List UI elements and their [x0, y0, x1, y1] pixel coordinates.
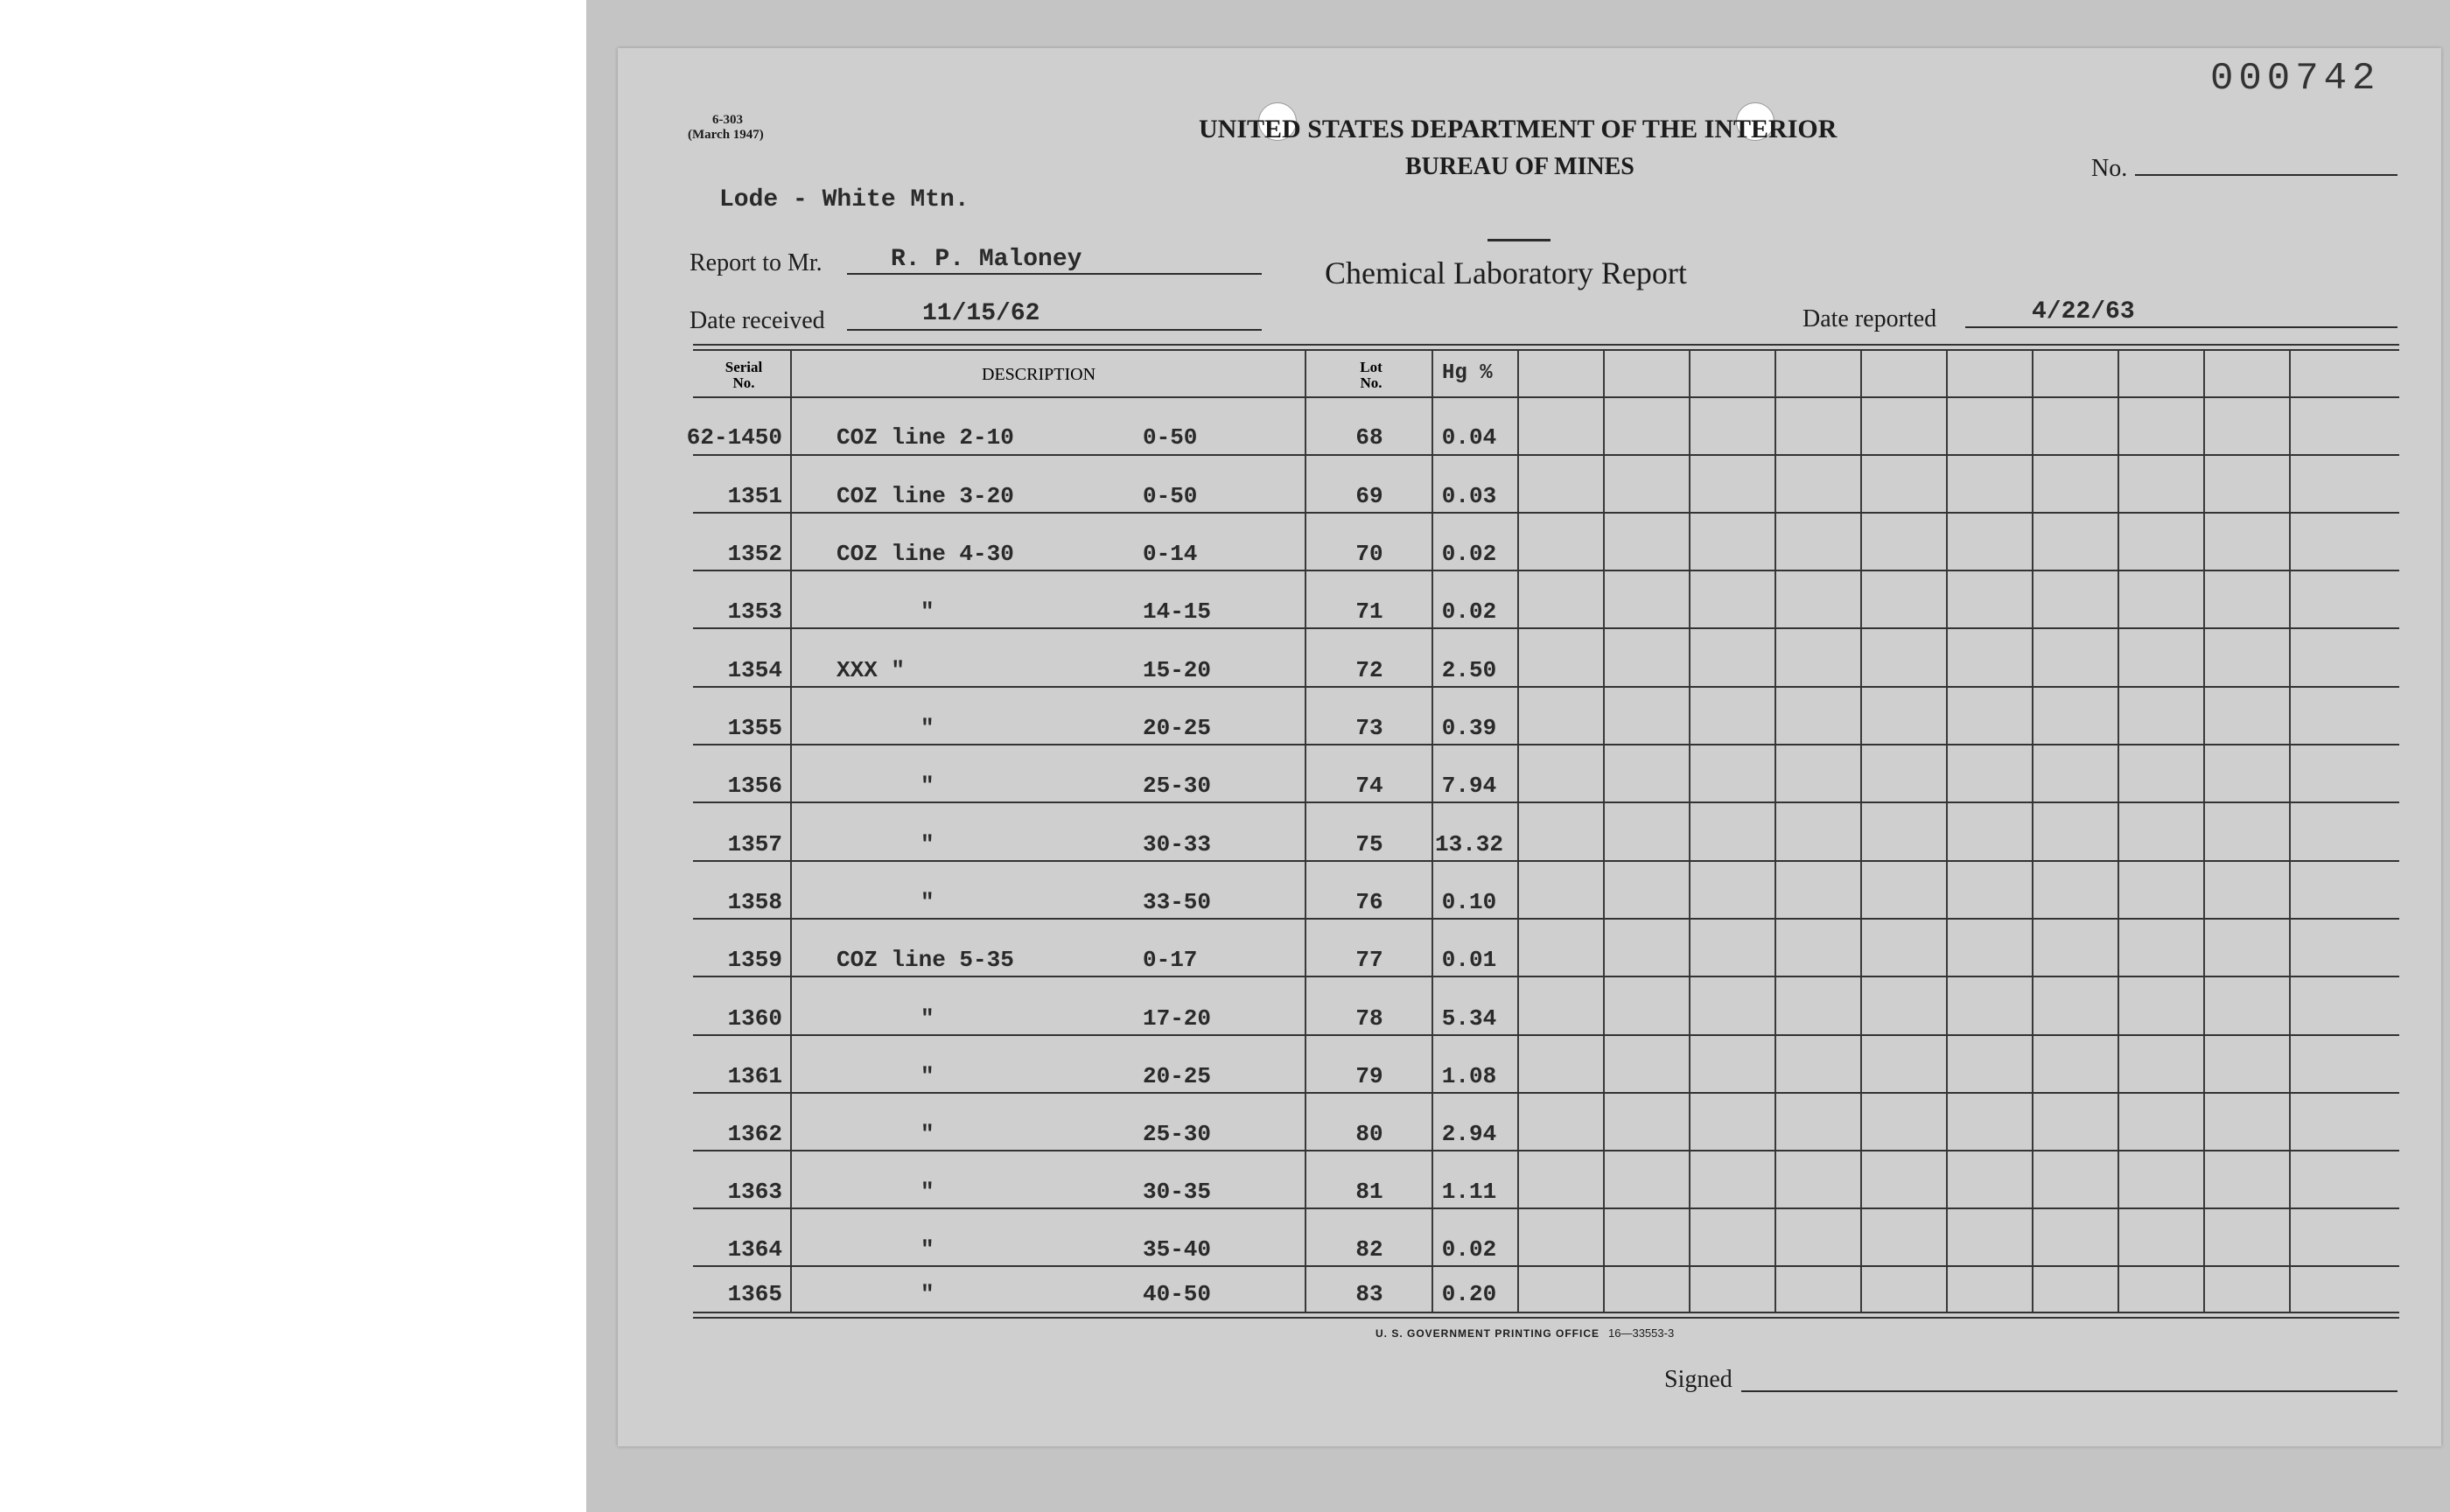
depth-range-cell: 0-50: [1143, 424, 1198, 451]
row-rule: [693, 918, 2399, 920]
hg-percent-cell: 1.08: [1441, 1063, 1497, 1089]
depth-range-cell: 20-25: [1143, 1063, 1212, 1089]
column-divider: [1774, 351, 1776, 1312]
lot-no-cell: 78: [1355, 1005, 1383, 1032]
lot-no-cell: 83: [1355, 1281, 1383, 1307]
hg-percent-cell: 1.11: [1441, 1179, 1497, 1205]
row-rule: [693, 744, 2399, 746]
hg-percent-cell: 0.10: [1441, 889, 1497, 915]
lot-no-cell: 77: [1355, 947, 1383, 973]
column-divider: [2203, 351, 2205, 1312]
description-cell: ": [920, 715, 934, 741]
serial-no-cell: 1364: [727, 1236, 782, 1263]
report-title: Chemical Laboratory Report: [1325, 256, 1687, 290]
column-divider: [2032, 351, 2034, 1312]
header-description: DESCRIPTION: [982, 365, 1096, 384]
form-date: (March 1947): [688, 128, 764, 142]
row-rule: [693, 454, 2399, 456]
description-cell: ": [920, 1005, 934, 1032]
depth-range-cell: 15-20: [1143, 657, 1212, 683]
hg-percent-cell: 0.03: [1441, 483, 1497, 509]
description-cell: ": [920, 889, 934, 915]
column-divider: [2289, 351, 2291, 1312]
document-number: 000742: [2210, 57, 2381, 101]
lot-no-cell: 74: [1355, 773, 1383, 799]
date-received-label: Date received: [690, 307, 825, 334]
serial-no-cell: 1361: [727, 1063, 782, 1089]
lot-no-cell: 68: [1355, 424, 1383, 451]
depth-range-cell: 0-14: [1143, 541, 1198, 567]
subject-line: Lode - White Mtn.: [719, 186, 970, 214]
depth-range-cell: 20-25: [1143, 715, 1212, 741]
header-serial-no: Serial No.: [724, 359, 763, 391]
hg-percent-cell: 7.94: [1441, 773, 1497, 799]
header-lot-no: Lot No.: [1360, 359, 1382, 391]
form-id: 6-303: [712, 113, 743, 127]
table-bottom-rule: [693, 1312, 2399, 1313]
row-rule: [693, 860, 2399, 862]
lot-no-cell: 80: [1355, 1121, 1383, 1147]
row-rule: [693, 627, 2399, 629]
hg-percent-cell: 2.50: [1441, 657, 1497, 683]
serial-no-cell: 1362: [727, 1121, 782, 1147]
column-divider: [1946, 351, 1948, 1312]
row-rule: [693, 802, 2399, 803]
department-title: UNITED STATES DEPARTMENT OF THE INTERIOR: [1199, 115, 1838, 144]
header-hg-percent: Hg %: [1442, 361, 1493, 385]
column-divider: [1517, 351, 1519, 1312]
column-divider: [1305, 351, 1306, 1312]
date-reported-value: 4/22/63: [2032, 298, 2135, 326]
description-cell: COZ line 2-10: [836, 424, 1014, 451]
hg-percent-cell: 0.39: [1441, 715, 1497, 741]
depth-range-cell: 0-17: [1143, 947, 1198, 973]
report-sheet: [618, 48, 2441, 1446]
description-cell: ": [920, 831, 934, 858]
table-header-rule: [693, 396, 2399, 398]
depth-range-cell: 30-33: [1143, 831, 1212, 858]
serial-no-cell: 1358: [727, 889, 782, 915]
description-cell: ": [920, 1179, 934, 1205]
row-rule: [693, 512, 2399, 514]
hg-percent-cell: 13.32: [1434, 831, 1503, 858]
date-reported-label: Date reported: [1802, 305, 1937, 332]
column-divider: [1603, 351, 1605, 1312]
description-cell: ": [920, 1236, 934, 1263]
hg-percent-cell: 5.34: [1441, 1005, 1497, 1032]
depth-range-cell: 0-50: [1143, 483, 1198, 509]
depth-range-cell: 25-30: [1143, 1121, 1212, 1147]
column-divider: [790, 351, 792, 1312]
bureau-title: BUREAU OF MINES: [1405, 153, 1634, 180]
description-cell: XXX ": [836, 657, 906, 683]
row-rule: [693, 1208, 2399, 1209]
column-divider: [2118, 351, 2119, 1312]
row-rule: [693, 1092, 2399, 1094]
description-cell: ": [920, 1063, 934, 1089]
description-cell: ": [920, 598, 934, 625]
table-top-rule-2: [693, 349, 2399, 351]
hg-percent-cell: 0.02: [1441, 1236, 1497, 1263]
results-table: [618, 48, 2441, 1446]
row-rule: [693, 1034, 2399, 1036]
depth-range-cell: 40-50: [1143, 1281, 1212, 1307]
depth-range-cell: 35-40: [1143, 1236, 1212, 1263]
table-bottom-rule-2: [693, 1317, 2399, 1319]
row-rule: [693, 976, 2399, 977]
signature-line: [1741, 1390, 2398, 1392]
lot-no-cell: 75: [1355, 831, 1383, 858]
depth-range-cell: 17-20: [1143, 1005, 1212, 1032]
row-rule: [693, 1265, 2399, 1267]
serial-no-cell: 1363: [727, 1179, 782, 1205]
printing-office-imprint: U. S. GOVERNMENT PRINTING OFFICE: [1376, 1327, 1600, 1340]
serial-no-cell: 62-1450: [686, 424, 782, 451]
serial-no-cell: 1365: [727, 1281, 782, 1307]
hg-percent-cell: 0.04: [1441, 424, 1497, 451]
hg-percent-cell: 0.20: [1441, 1281, 1497, 1307]
serial-no-cell: 1354: [727, 657, 782, 683]
description-cell: ": [920, 773, 934, 799]
report-to-value: R. P. Maloney: [891, 246, 1082, 273]
hg-percent-cell: 0.02: [1441, 598, 1497, 625]
date-received-value: 11/15/62: [922, 300, 1040, 327]
column-divider: [1689, 351, 1690, 1312]
signed-label: Signed: [1664, 1366, 1732, 1393]
report-to-label: Report to Mr.: [690, 249, 822, 276]
report-no-label: No.: [2091, 155, 2128, 182]
serial-no-cell: 1356: [727, 773, 782, 799]
hg-percent-cell: 2.94: [1441, 1121, 1497, 1147]
row-rule: [693, 686, 2399, 688]
row-rule: [693, 570, 2399, 571]
lot-no-cell: 72: [1355, 657, 1383, 683]
print-code: 16—33553-3: [1608, 1326, 1675, 1340]
lot-no-cell: 70: [1355, 541, 1383, 567]
lot-no-cell: 81: [1355, 1179, 1383, 1205]
lot-no-cell: 71: [1355, 598, 1383, 625]
lot-no-cell: 82: [1355, 1236, 1383, 1263]
description-cell: ": [920, 1281, 934, 1307]
column-divider: [1860, 351, 1862, 1312]
serial-no-cell: 1351: [727, 483, 782, 509]
description-cell: ": [920, 1121, 934, 1147]
serial-no-cell: 1360: [727, 1005, 782, 1032]
description-cell: COZ line 5-35: [836, 947, 1014, 973]
hg-percent-cell: 0.02: [1441, 541, 1497, 567]
description-cell: COZ line 4-30: [836, 541, 1014, 567]
lot-no-cell: 69: [1355, 483, 1383, 509]
lot-no-cell: 76: [1355, 889, 1383, 915]
lot-no-cell: 79: [1355, 1063, 1383, 1089]
hg-percent-cell: 0.01: [1441, 947, 1497, 973]
serial-no-cell: 1357: [727, 831, 782, 858]
lot-no-cell: 73: [1355, 715, 1383, 741]
depth-range-cell: 25-30: [1143, 773, 1212, 799]
serial-no-cell: 1353: [727, 598, 782, 625]
serial-no-cell: 1355: [727, 715, 782, 741]
row-rule: [693, 1150, 2399, 1152]
depth-range-cell: 14-15: [1143, 598, 1212, 625]
serial-no-cell: 1352: [727, 541, 782, 567]
depth-range-cell: 30-35: [1143, 1179, 1212, 1205]
depth-range-cell: 33-50: [1143, 889, 1212, 915]
table-top-rule: [693, 344, 2399, 346]
serial-no-cell: 1359: [727, 947, 782, 973]
description-cell: COZ line 3-20: [836, 483, 1014, 509]
